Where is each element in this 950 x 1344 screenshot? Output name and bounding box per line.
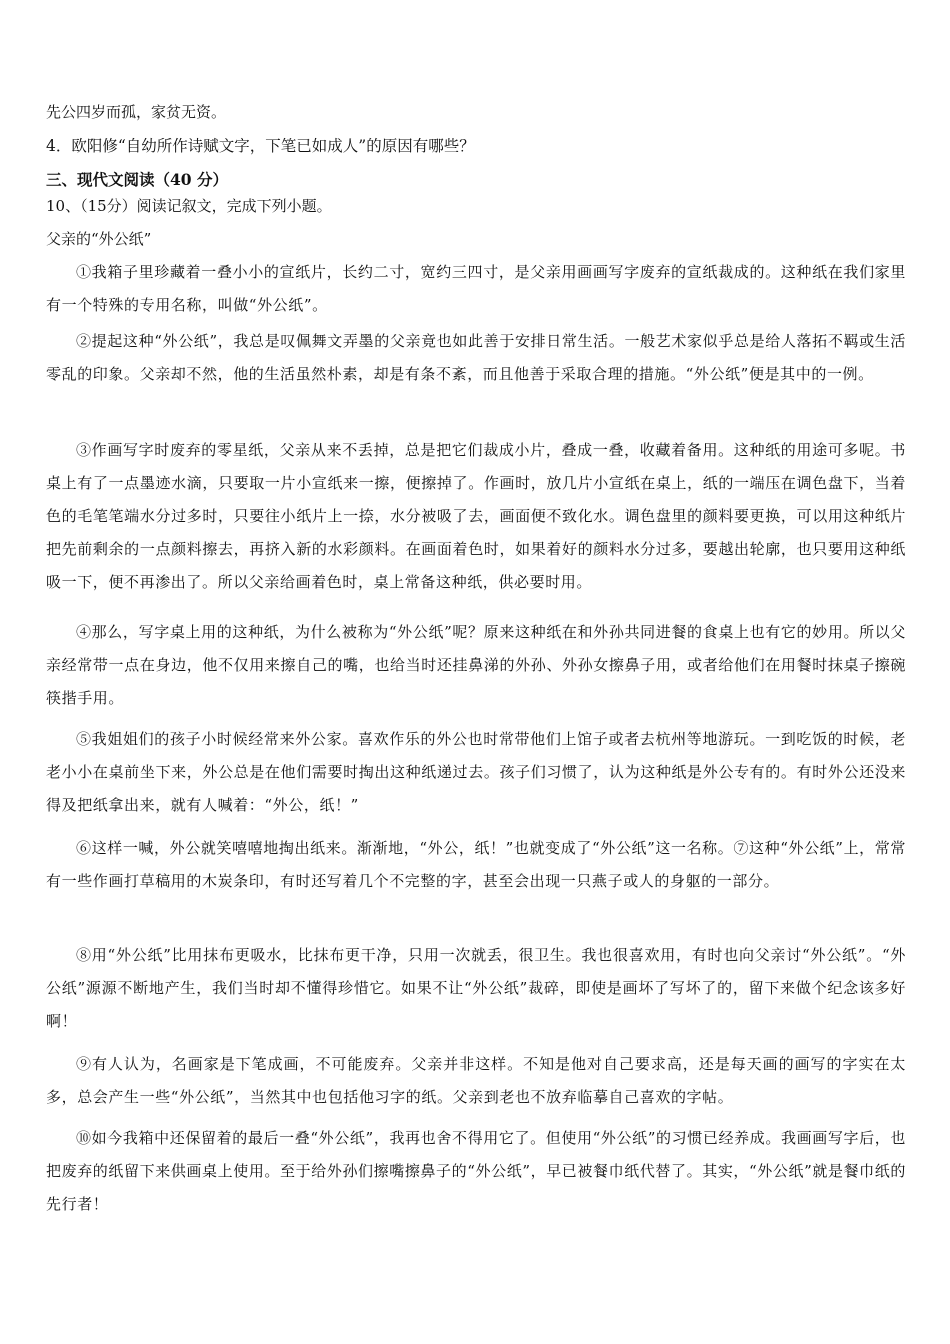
passage-tail-text: 先公四岁而孤，家贫无资。 (46, 103, 227, 121)
article-paragraph-10: ⑩如今我箱中还保留着的最后一叠“外公纸”，我再也舍不得用它了。但使用“外公纸”的习惯已经养成。我画画写字后，也把废弃的纸留下来供画桌上使用。至于给外孙们擦嘴擦鼻子的“外公纸”，早已被餐巾纸代替了。其实，“外公纸”就是餐巾纸的先行者！ (46, 1129, 906, 1213)
section-title: 三、现代文阅读（40 分） (46, 170, 228, 189)
question-10: 10、（15分）阅读记叙文，完成下列小题。 (46, 197, 332, 215)
article-paragraph-5: ⑤我姐姐们的孩子小时候经常来外公家。喜欢作乐的外公也时常带他们上馆子或者去杭州等地游玩。一到吃饭的时候，老老小小在桌前坐下来，外公总是在他们需要时掏出这种纸递过去。孩子们习惯了，认为这种纸是外公专有的。有时外公还没来得及把纸拿出来，就有人喊着：“外公，纸！” (46, 730, 906, 814)
article-title: 父亲的“外公纸” (46, 230, 152, 248)
article-paragraph-1: ①我箱子里珍藏着一叠小小的宣纸片，长约二寸，宽约三四寸，是父亲用画画写字废弃的宣纸裁成的。这种纸在我们家里有一个特殊的专用名称，叫做“外公纸”。 (46, 263, 906, 314)
article-paragraph-8: ⑧用“外公纸”比用抹布更吸水，比抹布更干净，只用一次就丢，很卫生。我也很喜欢用，有时也向父亲讨“外公纸”。“外公纸”源源不断地产生，我们当时却不懂得珍惜它。如果不让“外公纸”裁碎，即使是画坏了写坏了的，留下来做个纪念该多好啊！ (46, 946, 906, 1030)
article-paragraph-2: ②提起这种“外公纸”，我总是叹佩舞文弄墨的父亲竟也如此善于安排日常生活。一般艺术家似乎总是给人落拓不羁或生活零乱的印象。父亲却不然，他的生活虽然朴素，却是有条不紊，而且他善于采取合理的措施。“外公纸”便是其中的一例。 (46, 332, 906, 383)
question-4: 4．欧阳修“自幼所作诗赋文字，下笔已如成人”的原因有哪些？ (46, 137, 475, 155)
article-paragraph-4: ④那么，写字桌上用的这种纸，为什么被称为“外公纸”呢？原来这种纸在和外孙共同进餐的食桌上也有它的妙用。所以父亲经常带一点在身边，他不仅用来擦自己的嘴，也给当时还挂鼻涕的外孙、外孙女擦鼻子用，或者给他们在用餐时抹桌子擦碗筷揩手用。 (46, 623, 906, 707)
article-paragraph-9: ⑨有人认为，名画家是下笔成画，不可能废弃。父亲并非这样。不知是他对自己要求高，还是每天画的画写的字实在太多，总会产生一些“外公纸”，当然其中也包括他习字的纸。父亲到老也不放弃临摹自己喜欢的字帖。 (46, 1055, 906, 1106)
article-paragraph-6: ⑥这样一喊，外公就笑嘻嘻地掏出纸来。渐渐地，“外公，纸！”也就变成了“外公纸”这一名称。⑦这种“外公纸”上，常常有一些作画打草稿用的木炭条印，有时还写着几个不完整的字，甚至会出现一只燕子或人的身躯的一部分。 (46, 839, 906, 890)
article-paragraph-3: ③作画写字时废弃的零星纸，父亲从来不丢掉，总是把它们裁成小片，叠成一叠，收藏着备用。这种纸的用途可多呢。书桌上有了一点墨迹水滴，只要取一片小宣纸来一擦，便擦掉了。作画时，放几片小宣纸在桌上，纸的一端压在调色盘下，当着色的毛笔笔端水分过多时，只要往小纸片上一捺，水分被吸了去，画面便不致化水。调色盘里的颜料要更换，可以用这种纸片把先前剩余的一点颜料擦去，再挤入新的水彩颜料。在画面着色时，如果着好的颜料水分过多，要越出轮廓，也只要用这种纸吸一下，便不再渗出了。所以父亲给画着色时，桌上常备这种纸，供必要时用。 (46, 441, 906, 591)
